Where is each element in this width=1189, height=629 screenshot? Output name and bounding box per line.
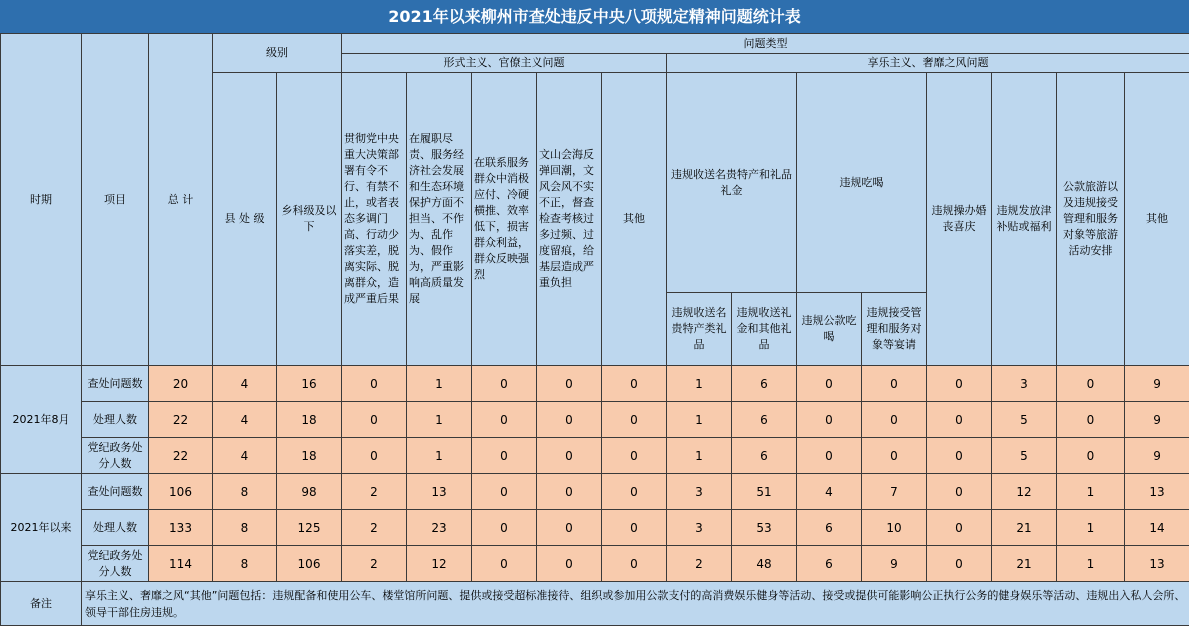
header-formalism-other: 其他 [602,73,667,366]
data-cell: 12 [992,474,1057,510]
header-total: 总 计 [149,34,213,366]
table-row [1,546,1189,582]
data-cell: 0 [862,366,927,402]
data-cell: 0 [537,402,602,438]
table-title: 2021年以来柳州市查处违反中央八项规定精神问题统计表 [0,0,1189,34]
data-cell: 0 [602,438,667,474]
footer-row [1,582,1189,626]
data-cell: 6 [732,366,797,402]
data-cell: 18 [277,402,342,438]
data-cell: 0 [537,510,602,546]
data-cell: 0 [1057,402,1125,438]
data-cell: 106 [149,474,213,510]
table-row [1,474,1189,510]
data-cell: 0 [1057,366,1125,402]
header-hedonism: 享乐主义、奢靡之风问题 [667,54,1189,73]
data-cell: 0 [602,402,667,438]
row-item-label: 党纪政务处分人数 [82,438,149,474]
data-cell: 0 [472,546,537,582]
data-cell: 0 [862,402,927,438]
data-cell: 51 [732,474,797,510]
data-cell: 0 [927,402,992,438]
data-cell: 0 [927,366,992,402]
data-cell: 22 [149,402,213,438]
header-problem-type: 问题类型 [342,34,1189,54]
footer-note: 享乐主义、奢靡之风“其他”问题包括：违规配备和使用公车、楼堂馆所问题、提供或接受超标准接待、组织或参加用公款支付的高消费娱乐健身等活动、接受或提供可能影响公正执行公务的健身娱乐等活动、违规出入私人会所、领导干部住房违规。 [82,582,1189,626]
data-cell: 0 [602,474,667,510]
data-cell: 6 [732,402,797,438]
data-cell: 9 [1125,438,1189,474]
header-township-level: 乡科级及以下 [277,73,342,366]
data-cell: 2 [667,546,732,582]
header-formalism-1: 贯彻党中央重大决策部署有令不行、有禁不止，或者表态多调门高、行动少落实差，脱离实际、脱离群众，造成严重后果 [342,73,407,366]
row-item-label: 查处问题数 [82,474,149,510]
data-cell: 0 [862,438,927,474]
data-cell: 0 [927,546,992,582]
data-cell: 0 [602,546,667,582]
data-cell: 0 [797,438,862,474]
header-hedonism-other: 其他 [1125,73,1189,366]
data-cell: 4 [213,366,277,402]
data-cell: 3 [667,510,732,546]
data-cell: 6 [797,510,862,546]
data-cell: 1 [407,438,472,474]
data-cell: 0 [472,510,537,546]
row-item-label: 党纪政务处分人数 [82,546,149,582]
data-cell: 0 [927,510,992,546]
data-cell: 4 [797,474,862,510]
data-cell: 2 [342,474,407,510]
data-cell: 0 [1057,438,1125,474]
table-row [1,438,1189,474]
statistics-table [0,33,1189,626]
table-row [1,510,1189,546]
data-cell: 0 [602,366,667,402]
data-cell: 0 [342,402,407,438]
data-cell: 1 [667,402,732,438]
data-cell: 8 [213,474,277,510]
data-cell: 8 [213,510,277,546]
data-cell: 0 [342,438,407,474]
data-cell: 8 [213,546,277,582]
data-cell: 14 [1125,510,1189,546]
data-cell: 21 [992,510,1057,546]
data-cell: 2 [342,546,407,582]
header-period: 时期 [1,34,82,366]
data-cell: 0 [537,366,602,402]
header-eat-group: 违规吃喝 [797,73,927,293]
header-item: 项目 [82,34,149,366]
row-item-label: 处理人数 [82,402,149,438]
header-formalism-4: 文山会海反弹回潮，文风会风不实不正，督查检查考核过多过频、过度留痕，给基层造成严重负担 [537,73,602,366]
header-eat-2: 违规接受管理和服务对象等宴请 [862,293,927,366]
header-wedding: 违规操办婚丧喜庆 [927,73,992,366]
data-cell: 0 [537,546,602,582]
data-cell: 0 [602,510,667,546]
data-cell: 4 [213,438,277,474]
data-cell: 23 [407,510,472,546]
data-cell: 1 [407,402,472,438]
data-cell: 5 [992,402,1057,438]
data-cell: 0 [472,474,537,510]
data-cell: 0 [537,438,602,474]
table-row [1,402,1189,438]
data-cell: 9 [1125,402,1189,438]
header-formalism: 形式主义、官僚主义问题 [342,54,667,73]
data-cell: 48 [732,546,797,582]
data-cell: 0 [342,366,407,402]
data-cell: 4 [213,402,277,438]
data-cell: 1 [667,366,732,402]
period-cell: 2021年以来 [1,474,82,582]
data-cell: 133 [149,510,213,546]
data-cell: 21 [992,546,1057,582]
header-formalism-3: 在联系服务群众中消极应付、冷硬横推、效率低下，损害群众利益，群众反映强烈 [472,73,537,366]
data-cell: 6 [797,546,862,582]
data-cell: 0 [472,366,537,402]
header-gift-1: 违规收送名贵特产类礼品 [667,293,732,366]
data-cell: 1 [1057,546,1125,582]
data-cell: 5 [992,438,1057,474]
data-cell: 9 [862,546,927,582]
data-cell: 6 [732,438,797,474]
header-gift-2: 违规收送礼金和其他礼品 [732,293,797,366]
header-subsidy: 违规发放津补贴或福利 [992,73,1057,366]
data-cell: 114 [149,546,213,582]
data-cell: 9 [1125,366,1189,402]
data-cell: 0 [472,402,537,438]
data-cell: 13 [1125,546,1189,582]
header-formalism-2: 在履职尽责、服务经济社会发展和生态环境保护方面不担当、不作为、乱作为、假作为，严重影响高质量发展 [407,73,472,366]
data-cell: 10 [862,510,927,546]
header-gift-group: 违规收送名贵特产和礼品礼金 [667,73,797,293]
footer-label: 备注 [1,582,82,626]
data-cell: 0 [797,402,862,438]
header-level: 级别 [213,34,342,73]
data-cell: 22 [149,438,213,474]
data-cell: 3 [667,474,732,510]
data-cell: 0 [927,438,992,474]
row-item-label: 处理人数 [82,510,149,546]
data-cell: 0 [927,474,992,510]
data-cell: 106 [277,546,342,582]
table-row [1,366,1189,402]
data-cell: 13 [1125,474,1189,510]
data-cell: 0 [537,474,602,510]
row-item-label: 查处问题数 [82,366,149,402]
data-cell: 0 [797,366,862,402]
data-cell: 53 [732,510,797,546]
data-cell: 13 [407,474,472,510]
data-cell: 1 [1057,510,1125,546]
data-cell: 0 [472,438,537,474]
data-cell: 98 [277,474,342,510]
header-travel: 公款旅游以及违规接受管理和服务对象等旅游活动安排 [1057,73,1125,366]
data-cell: 125 [277,510,342,546]
data-cell: 1 [667,438,732,474]
data-cell: 18 [277,438,342,474]
data-cell: 1 [407,366,472,402]
data-cell: 20 [149,366,213,402]
data-cell: 2 [342,510,407,546]
header-eat-1: 违规公款吃喝 [797,293,862,366]
data-cell: 3 [992,366,1057,402]
data-cell: 7 [862,474,927,510]
data-cell: 12 [407,546,472,582]
data-cell: 16 [277,366,342,402]
header-county-level: 县 处 级 [213,73,277,366]
data-cell: 1 [1057,474,1125,510]
period-cell: 2021年8月 [1,366,82,474]
